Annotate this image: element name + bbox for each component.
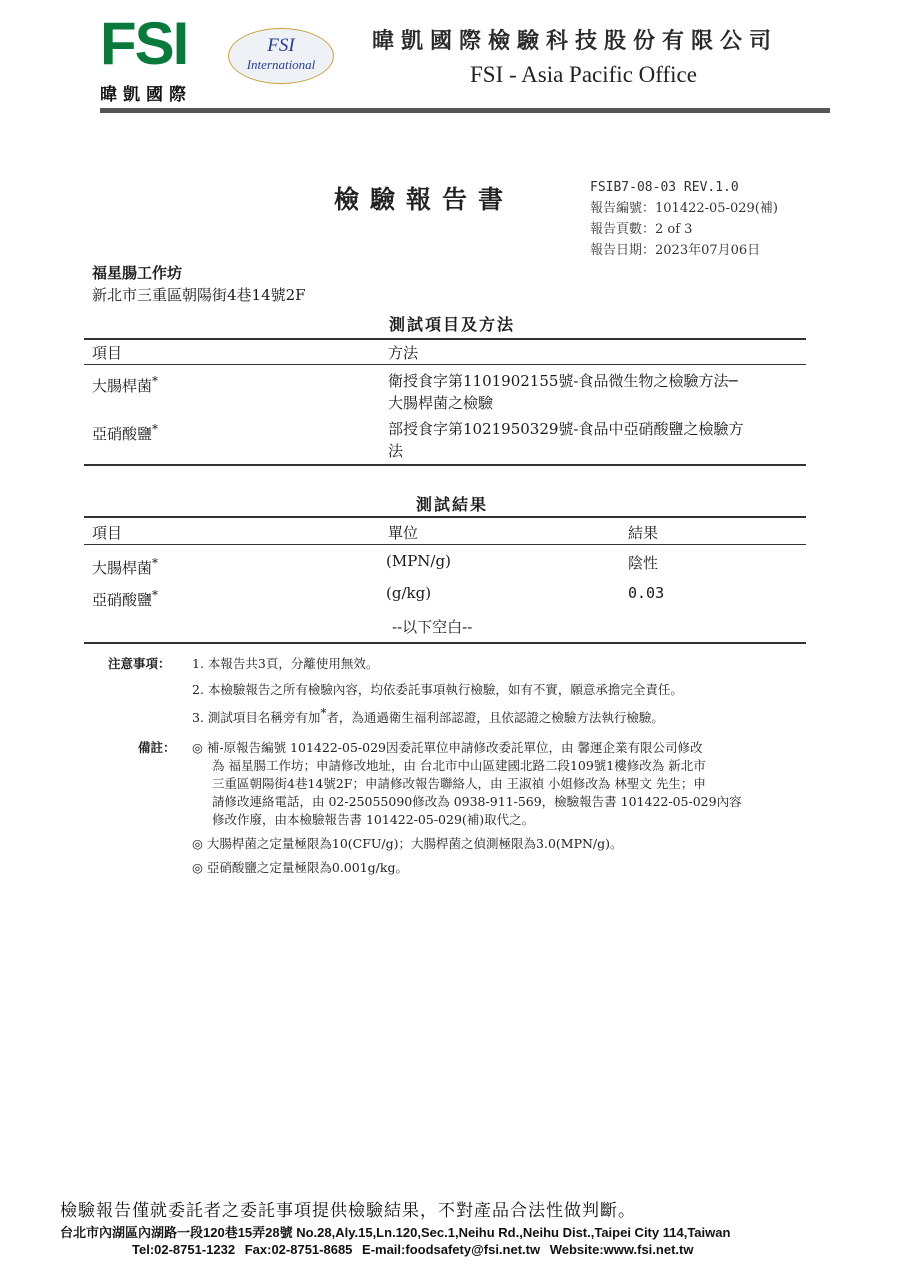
results-col-unit: 單位 xyxy=(388,524,419,542)
results-rule-bottom xyxy=(84,642,806,644)
methods-row-method: 衛授食字第1101902155號-食品微生物之檢驗方法─ xyxy=(388,372,738,390)
methods-rule-bottom xyxy=(84,464,806,466)
footer-contact: Tel:02-8751-1232 Fax:02-8751-8685 E-mail:foodsafety@fsi.net.tw Website:www.fsi.net.tw xyxy=(132,1242,694,1257)
logo-text: FSI xyxy=(100,10,188,77)
methods-row-item: 大腸桿菌* xyxy=(92,374,159,395)
methods-rule-top xyxy=(84,338,806,340)
remark-item-cont: 三重區朝陽街4巷14號2F；申請修改報告聯絡人，由 王淑禎 小姐修改為 林聖文 先生；申 xyxy=(212,776,706,791)
methods-col-method: 方法 xyxy=(388,344,419,362)
remark-item-cont: 修改作廢，由本檢驗報告書 101422-05-029(補)取代之。 xyxy=(212,812,535,827)
remark-item: ◎ 補-原報告編號 101422-05-029因委託單位申請修改委託單位，由 馨運企業有限公司修改 xyxy=(192,740,703,755)
notes-label: 注意事項： xyxy=(108,656,171,671)
remark-item-cont: 請修改連絡電話，由 02-25055090修改為 0938-911-569，檢驗報告書 101422-05-029內容 xyxy=(212,794,742,809)
client-block xyxy=(92,262,306,306)
company-name-zh: 暐凱國際檢驗科技股份有限公司 xyxy=(372,29,779,54)
note-item: 3. 測試項目名稱旁有加*者，為通過衛生福利部認證，且依認證之檢驗方法執行檢驗。 xyxy=(192,706,664,726)
methods-row-method: 部授食字第1021950329號-食品中亞硝酸鹽之檢驗方 xyxy=(388,420,744,438)
client-name: 福星腸工作坊 xyxy=(92,264,183,282)
results-row-item: 亞硝酸鹽* xyxy=(92,588,159,609)
methods-rule-header xyxy=(84,364,806,365)
remarks-label: 備註： xyxy=(138,740,176,755)
methods-title: 測試項目及方法 xyxy=(388,315,515,334)
remark-item-cont: 為 福星腸工作坊；申請修改地址，由 台北市中山區建國北路二段109號1樓修改為 新北市 xyxy=(212,758,706,773)
results-row-item: 大腸桿菌* xyxy=(92,556,159,577)
methods-row-method-cont: 法 xyxy=(388,442,404,460)
results-row-result: 陰性 xyxy=(628,554,659,572)
remark-item: ◎ 大腸桿菌之定量極限為10(CFU/g)；大腸桿菌之偵測極限為3.0(MPN/g)。 xyxy=(192,836,623,851)
form-number: FSIB7-08-03 REV.1.0 xyxy=(590,180,739,195)
report-pages: 報告頁數：2 of 3 xyxy=(590,222,693,237)
results-row-result: 0.03 xyxy=(628,584,665,602)
blank-below-note: --以下空白-- xyxy=(392,618,473,636)
results-rule-top xyxy=(84,516,806,518)
company-name-en: FSI - Asia Pacific Office xyxy=(470,62,697,87)
methods-row-item: 亞硝酸鹽* xyxy=(92,422,159,443)
fsi-logo xyxy=(100,10,198,110)
report-date: 報告日期：2023年07月06日 xyxy=(590,243,761,258)
intl-logo-title: FSI xyxy=(267,35,295,56)
footer-disclaimer: 檢驗報告僅就委託者之委託事項提供檢驗結果，不對產品合法性做判斷。 xyxy=(60,1201,636,1221)
note-item: 1. 本報告共3頁，分離使用無效。 xyxy=(192,656,379,671)
client-address: 新北市三重區朝陽街4巷14號2F xyxy=(92,286,306,304)
report-meta xyxy=(590,177,778,261)
results-title: 測試結果 xyxy=(415,495,488,514)
logo-subtitle: 暐凱國際 xyxy=(100,85,192,105)
results-row-unit: (g/kg) xyxy=(386,584,432,602)
results-row-unit: (MPN/g) xyxy=(386,552,451,570)
results-col-item: 項目 xyxy=(92,524,123,542)
methods-row-method-cont: 大腸桿菌之檢驗 xyxy=(388,394,494,412)
methods-col-item: 項目 xyxy=(92,344,123,362)
header-divider xyxy=(100,108,830,113)
results-rule-header xyxy=(84,544,806,545)
results-col-result: 結果 xyxy=(628,524,659,542)
document-title: 檢驗報告書 xyxy=(334,185,515,214)
intl-logo-subtitle: International xyxy=(246,57,316,72)
report-number: 報告編號：101422-05-029(補) xyxy=(590,201,778,216)
fsi-international-logo xyxy=(228,28,334,84)
footer-address: 台北市內湖區內湖路一段120巷15弄28號 No.28,Aly.15,Ln.120,Sec.1,Neihu Rd.,Neihu Dist.,Taipei City 114,Taiwan xyxy=(60,1225,731,1240)
remark-item: ◎ 亞硝酸鹽之定量極限為0.001g/kg。 xyxy=(192,860,408,875)
note-item: 2. 本檢驗報告之所有檢驗內容，均依委託事項執行檢驗，如有不實，願意承擔完全責任。 xyxy=(192,682,683,697)
